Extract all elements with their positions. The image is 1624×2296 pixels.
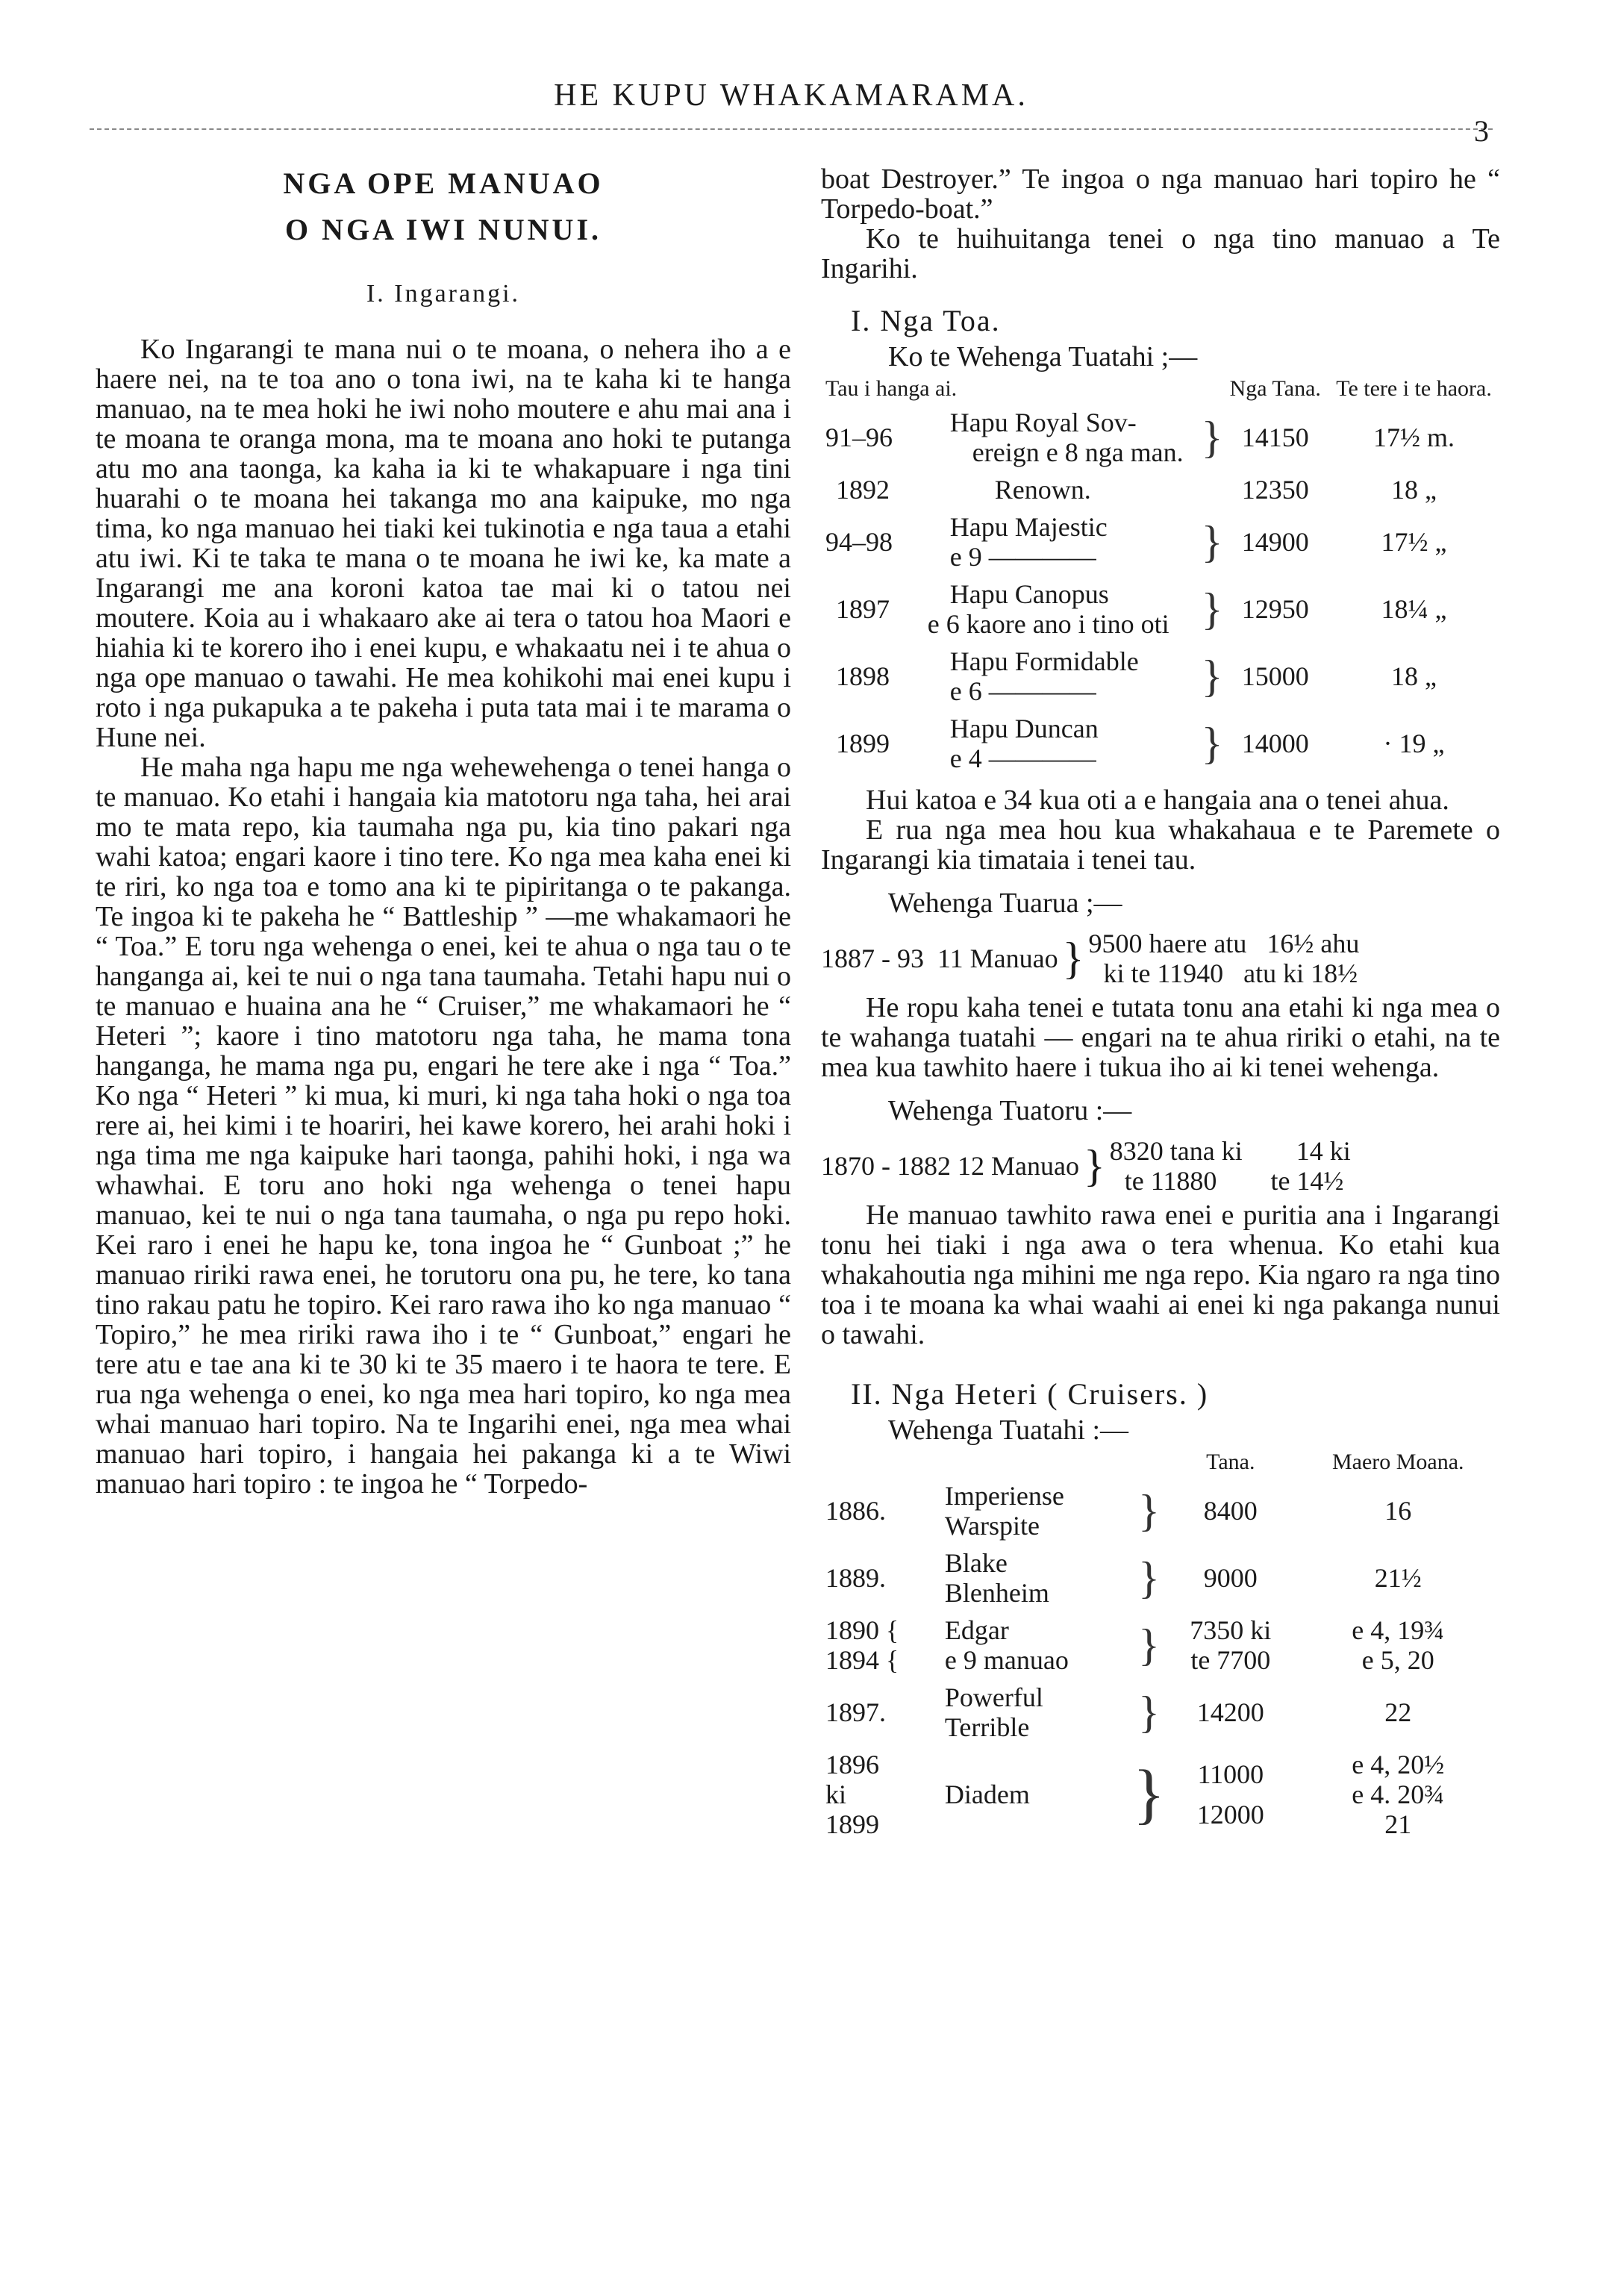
- row-year-3: 1899: [825, 1809, 879, 1839]
- row-speed: · 19 „: [1383, 729, 1445, 758]
- row-tons: 12950: [1241, 594, 1309, 624]
- class3-years: 1870 - 1882: [821, 1151, 951, 1181]
- row-name-1: Imperiense: [944, 1481, 1064, 1511]
- row-tons: 7350 ki: [1190, 1615, 1272, 1645]
- page-number: 3: [1474, 114, 1489, 148]
- class2-tons-b: ki te 11940: [1103, 958, 1224, 988]
- header-year: Tau i hanga ai.: [825, 376, 958, 401]
- row-year: 94–98: [825, 527, 893, 557]
- class3-tons-b: te 11880: [1124, 1166, 1217, 1196]
- paragraph-hui-katoa: Hui katoa e 34 kua oti a e hangaia ana o tenei ahua.: [866, 784, 1449, 816]
- row-name-2: ereign e 8 nga man.: [972, 437, 1184, 467]
- row-year-2: ki: [825, 1779, 847, 1809]
- paragraph-continued: boat Destroyer.” Te ingoa o nga manuao hari topiro he “ Torpedo-boat.”: [821, 163, 1500, 225]
- row-tons: 9000: [1203, 1563, 1258, 1593]
- brace: }: [1138, 1553, 1160, 1603]
- row-speed: e 4, 19¾: [1352, 1615, 1445, 1645]
- paragraph-1: Ko Ingarangi te mana nui o te moana, o nehera iho a e haere nei, na te toa ano o tona iwi, na te kaha ki te hanga manuao, na te mea hoki he iwi noho moutere e ahu mai ana i te moana te oranga mona, ma te moana ano hoki te putanga atu mo ana taonga, ka kaha ia ki te whakapuare i nga tini huarahi o te moana hei takanga mo ana kaipuke, mo nga tima, ko nga manuao hei tiaki kei tukinotia e nga taua a etahi atu iwi. Ki te taka te mana o te moana he iwi ke, ka mate a Ingarangi me ana koroni katoa tae mai ki o tatou nei moutere. Koia au i whakaaro ake ai tera o tatou hoa Maori e hiahia ki te korero iho i enei kupu, e whakaatu nei i te ahua o nga ope manuao o tawahi. He mea kohikohi mai enei kupu i roto i nga pukapuka a te pakeha i puta tata mai i te marama o Hune nei.: [96, 334, 791, 753]
- class3-tons-a: 8320 tana ki: [1109, 1136, 1243, 1166]
- left-column: [96, 164, 791, 1499]
- header-tana: Tana.: [1206, 1450, 1255, 1474]
- row-name-1: Hapu Royal Sov-: [949, 408, 1137, 437]
- row-tons: 14000: [1241, 729, 1309, 758]
- row-tons: 14150: [1241, 422, 1309, 452]
- row-year: 1890 {: [825, 1615, 899, 1645]
- brace: }: [1083, 1141, 1105, 1191]
- row-tons: 11000: [1197, 1759, 1264, 1789]
- brace: }: [1201, 719, 1223, 768]
- row-name-2: e 9 manuao: [944, 1645, 1069, 1675]
- row-speed: 22: [1384, 1697, 1412, 1727]
- table-row: [821, 1675, 1500, 1742]
- table-row: [821, 1541, 1500, 1608]
- table-row: [821, 639, 1500, 706]
- right-column: [821, 164, 1500, 1839]
- class2-speed-a: 16½ ahu: [1267, 929, 1360, 958]
- paragraph-ropu: He ropu kaha tenei e tutata tonu ana etahi ki nga mea o te wahanga tuatahi — engari na te ahua ririki o etahi, na te mea kua tawhito haere i tukua iho ai ki tenei wehenga.: [821, 992, 1500, 1083]
- row-name-2: e 9 ————: [949, 542, 1096, 572]
- row-speed: 16: [1384, 1496, 1412, 1526]
- brace: }: [1138, 1486, 1160, 1535]
- title-line-1: NGA OPE MANUAO: [283, 166, 604, 200]
- row-name-1: Hapu Formidable: [949, 646, 1139, 676]
- brace: }: [1132, 1757, 1166, 1831]
- row-tons: 15000: [1241, 661, 1309, 691]
- row-year: 1889.: [825, 1563, 886, 1593]
- class2-years: 1887 - 93: [821, 943, 924, 973]
- row-name-1: Hapu Canopus: [949, 579, 1109, 609]
- row-name-2: Terrible: [944, 1712, 1030, 1742]
- row-year: 1899: [836, 729, 890, 758]
- row-name-1: Hapu Majestic: [949, 512, 1108, 542]
- class2-speed-b: atu ki 18½: [1243, 958, 1358, 988]
- header-rule: [90, 128, 1493, 130]
- row-speed-2: e 5, 20: [1361, 1645, 1434, 1675]
- subheading-ingarangi: I. Ingarangi.: [366, 280, 521, 308]
- row-speed: 18 „: [1391, 661, 1437, 691]
- row-name-1: Hapu Duncan: [949, 714, 1099, 743]
- table-row: [821, 1473, 1500, 1541]
- class3-count: 12 Manuao: [958, 1151, 1079, 1181]
- cruiser-class1-label: Wehenga Tuatahi :—: [888, 1414, 1129, 1446]
- row-speed-2: e 4. 20¾: [1352, 1779, 1445, 1809]
- row-tons: 12350: [1241, 475, 1309, 505]
- brace: }: [1201, 584, 1223, 634]
- running-head: HE KUPU WHAKAMARAMA.: [554, 78, 1028, 113]
- table-header: [821, 1451, 1500, 1473]
- row-name-1: Diadem: [944, 1779, 1030, 1809]
- brace: }: [1138, 1620, 1160, 1670]
- row-name-2: e 6 kaore ano i tino oti: [927, 609, 1169, 639]
- row-speed: 17½ „: [1381, 527, 1447, 557]
- class2-count: 11 Manuao: [937, 943, 1058, 973]
- row-name-2: e 6 ————: [949, 676, 1096, 706]
- table-row: [821, 467, 1500, 505]
- row-speed: 21½: [1374, 1563, 1422, 1593]
- table-row: [821, 572, 1500, 639]
- title-line-2: O NGA IWI NUNUI.: [284, 213, 602, 246]
- class3-speed-b: te 14½: [1270, 1166, 1344, 1196]
- brace: }: [1138, 1688, 1160, 1737]
- row-tons-2: 12000: [1196, 1800, 1264, 1829]
- row-year: 1897.: [825, 1697, 886, 1727]
- brace: }: [1201, 413, 1223, 462]
- header-maero-moana: Maero Moana.: [1331, 1450, 1464, 1474]
- row-name-2: e 4 ————: [949, 743, 1096, 773]
- row-name-1: Renown.: [994, 475, 1091, 505]
- row-year: 1892: [836, 475, 890, 505]
- class2-summary: [821, 929, 1500, 988]
- header-tons: Nga Tana.: [1229, 376, 1321, 401]
- row-name-2: Blenheim: [944, 1578, 1049, 1608]
- cruiser-table: [821, 1451, 1500, 1839]
- section-nga-toa: I. Nga Toa.: [851, 304, 1001, 337]
- brace: }: [1201, 517, 1223, 567]
- battleship-table: [821, 378, 1500, 773]
- table-row: [821, 400, 1500, 467]
- class1-label: Ko te Wehenga Tuatahi ;—: [888, 341, 1198, 372]
- class2-tons-a: 9500 haere atu: [1088, 929, 1247, 958]
- row-tons: 8400: [1203, 1496, 1258, 1526]
- row-year-2: 1894 {: [825, 1645, 899, 1675]
- table-row: [821, 1742, 1500, 1839]
- table-row: [821, 505, 1500, 572]
- row-year: 1886.: [825, 1496, 886, 1526]
- row-year: 1898: [836, 661, 890, 691]
- paragraph-2: He maha nga hapu me nga wehewehenga o tenei hanga o te manuao. Ko etahi i hangaia kia matotoru nga taha, hei arai mo te mata repo, kia taumaha nga pu, kia tino pakari nga wahi katoa; engari kaore i tino tere. Ko nga mea kaha enei ki te riri, ko nga toa e tomo ana ki te pipiritanga o te pakanga. Te ingoa ki te pakeha he “ Battleship ” —me whakamaori he “ Toa.” E toru nga wehenga o enei, kei te ahua o nga tau o te hanganga ai, kei te nui o nga tana taumaha. Tetahi hapu nui o te manuao e huaina ana he “ Cruiser,” me whakamaori he “ Heteri ”; kaore i tino matotoru nga taha, he mama tona hanganga, he mama nga pu, engari he tere ake i nga “ Toa.” Ko nga “ Heteri ” ki mua, ki muri, ki nga taha hoki o nga toa rere ai, hei kimi i te hoariri, hei kawe korero, hei arahi hoki i nga tima me nga kaipuke hari taonga, pahihi hoki, i nga wa whawhai. E toru ano hoki nga wehenga o tenei hapu manuao, kei te nui o nga tana taumaha, o nga pu repo hoki. Kei raro i enei he hapu ke, tona ingoa he “ Gunboat ;” he manuao ririki rawa enei, he torutoru ona pu, he tere, ko tana tino rakau patu he topiro. Kei raro rawa iho ko nga manuao “ Topiro,” he mea ririki rawa iho i te “ Gunboat,” engari he tere atu e tae ana ki te 30 ki te 35 maero i te haora te tere. E rua nga wehenga o enei, ko nga mea hari topiro, ko nga mea whai manuao hari topiro. Na te Ingarihi enei, nga mea whai manuao hari topiro, i hangaia hei pakanga ki a te Wiwi manuao hari topiro : te ingoa he “ Torpedo-: [96, 752, 791, 1500]
- row-speed: 18¼ „: [1381, 594, 1447, 624]
- table-row: [821, 1608, 1500, 1675]
- row-tons: 14200: [1196, 1697, 1264, 1727]
- row-tons: 14900: [1241, 527, 1309, 557]
- table-header: [821, 378, 1500, 400]
- section-nga-heteri: II. Nga Heteri ( Cruisers. ): [851, 1377, 1209, 1411]
- class2-label: Wehenga Tuarua ;—: [888, 887, 1122, 919]
- row-name-1: Edgar: [944, 1615, 1009, 1645]
- brace: }: [1062, 934, 1084, 983]
- brace: }: [1201, 652, 1223, 701]
- row-speed-3: 21: [1384, 1809, 1412, 1839]
- row-name-1: Blake: [944, 1548, 1008, 1578]
- header-speed: Te tere i te haora.: [1336, 376, 1492, 401]
- class3-summary: [821, 1136, 1500, 1196]
- class3-speed-a: 14 ki: [1296, 1136, 1351, 1166]
- row-name-1: Powerful: [944, 1682, 1043, 1712]
- row-year: 1897: [836, 594, 890, 624]
- table-row: [821, 706, 1500, 773]
- row-name-2: Warspite: [944, 1511, 1040, 1541]
- class3-label: Wehenga Tuatoru :—: [888, 1095, 1132, 1126]
- paragraph-tawhito: He manuao tawhito rawa enei e puritia ana i Ingarangi tonu hei tiaki i nga awa o tera whenua. Ko etahi kua whakahoutia nga mihini me nga repo. Kia ngaro ra nga tino toa i te moana ka whai waahi ai enei ki nga pakanga nunui o tawahi.: [821, 1200, 1500, 1350]
- paragraph-huihuitanga: Ko te huihuitanga tenei o nga tino manuao a Te Ingarihi.: [821, 223, 1500, 284]
- row-speed: 17½ m.: [1373, 422, 1455, 452]
- row-speed: 18 „: [1391, 475, 1437, 505]
- row-tons-2: te 7700: [1190, 1645, 1271, 1675]
- row-speed: e 4, 20½: [1352, 1750, 1445, 1779]
- paragraph-e-rua: E rua nga mea hou kua whakahaua e te Paremete o Ingarangi kia timataia i tenei tau.: [821, 814, 1500, 876]
- row-year: 1896: [825, 1750, 879, 1779]
- row-year: 91–96: [825, 422, 893, 452]
